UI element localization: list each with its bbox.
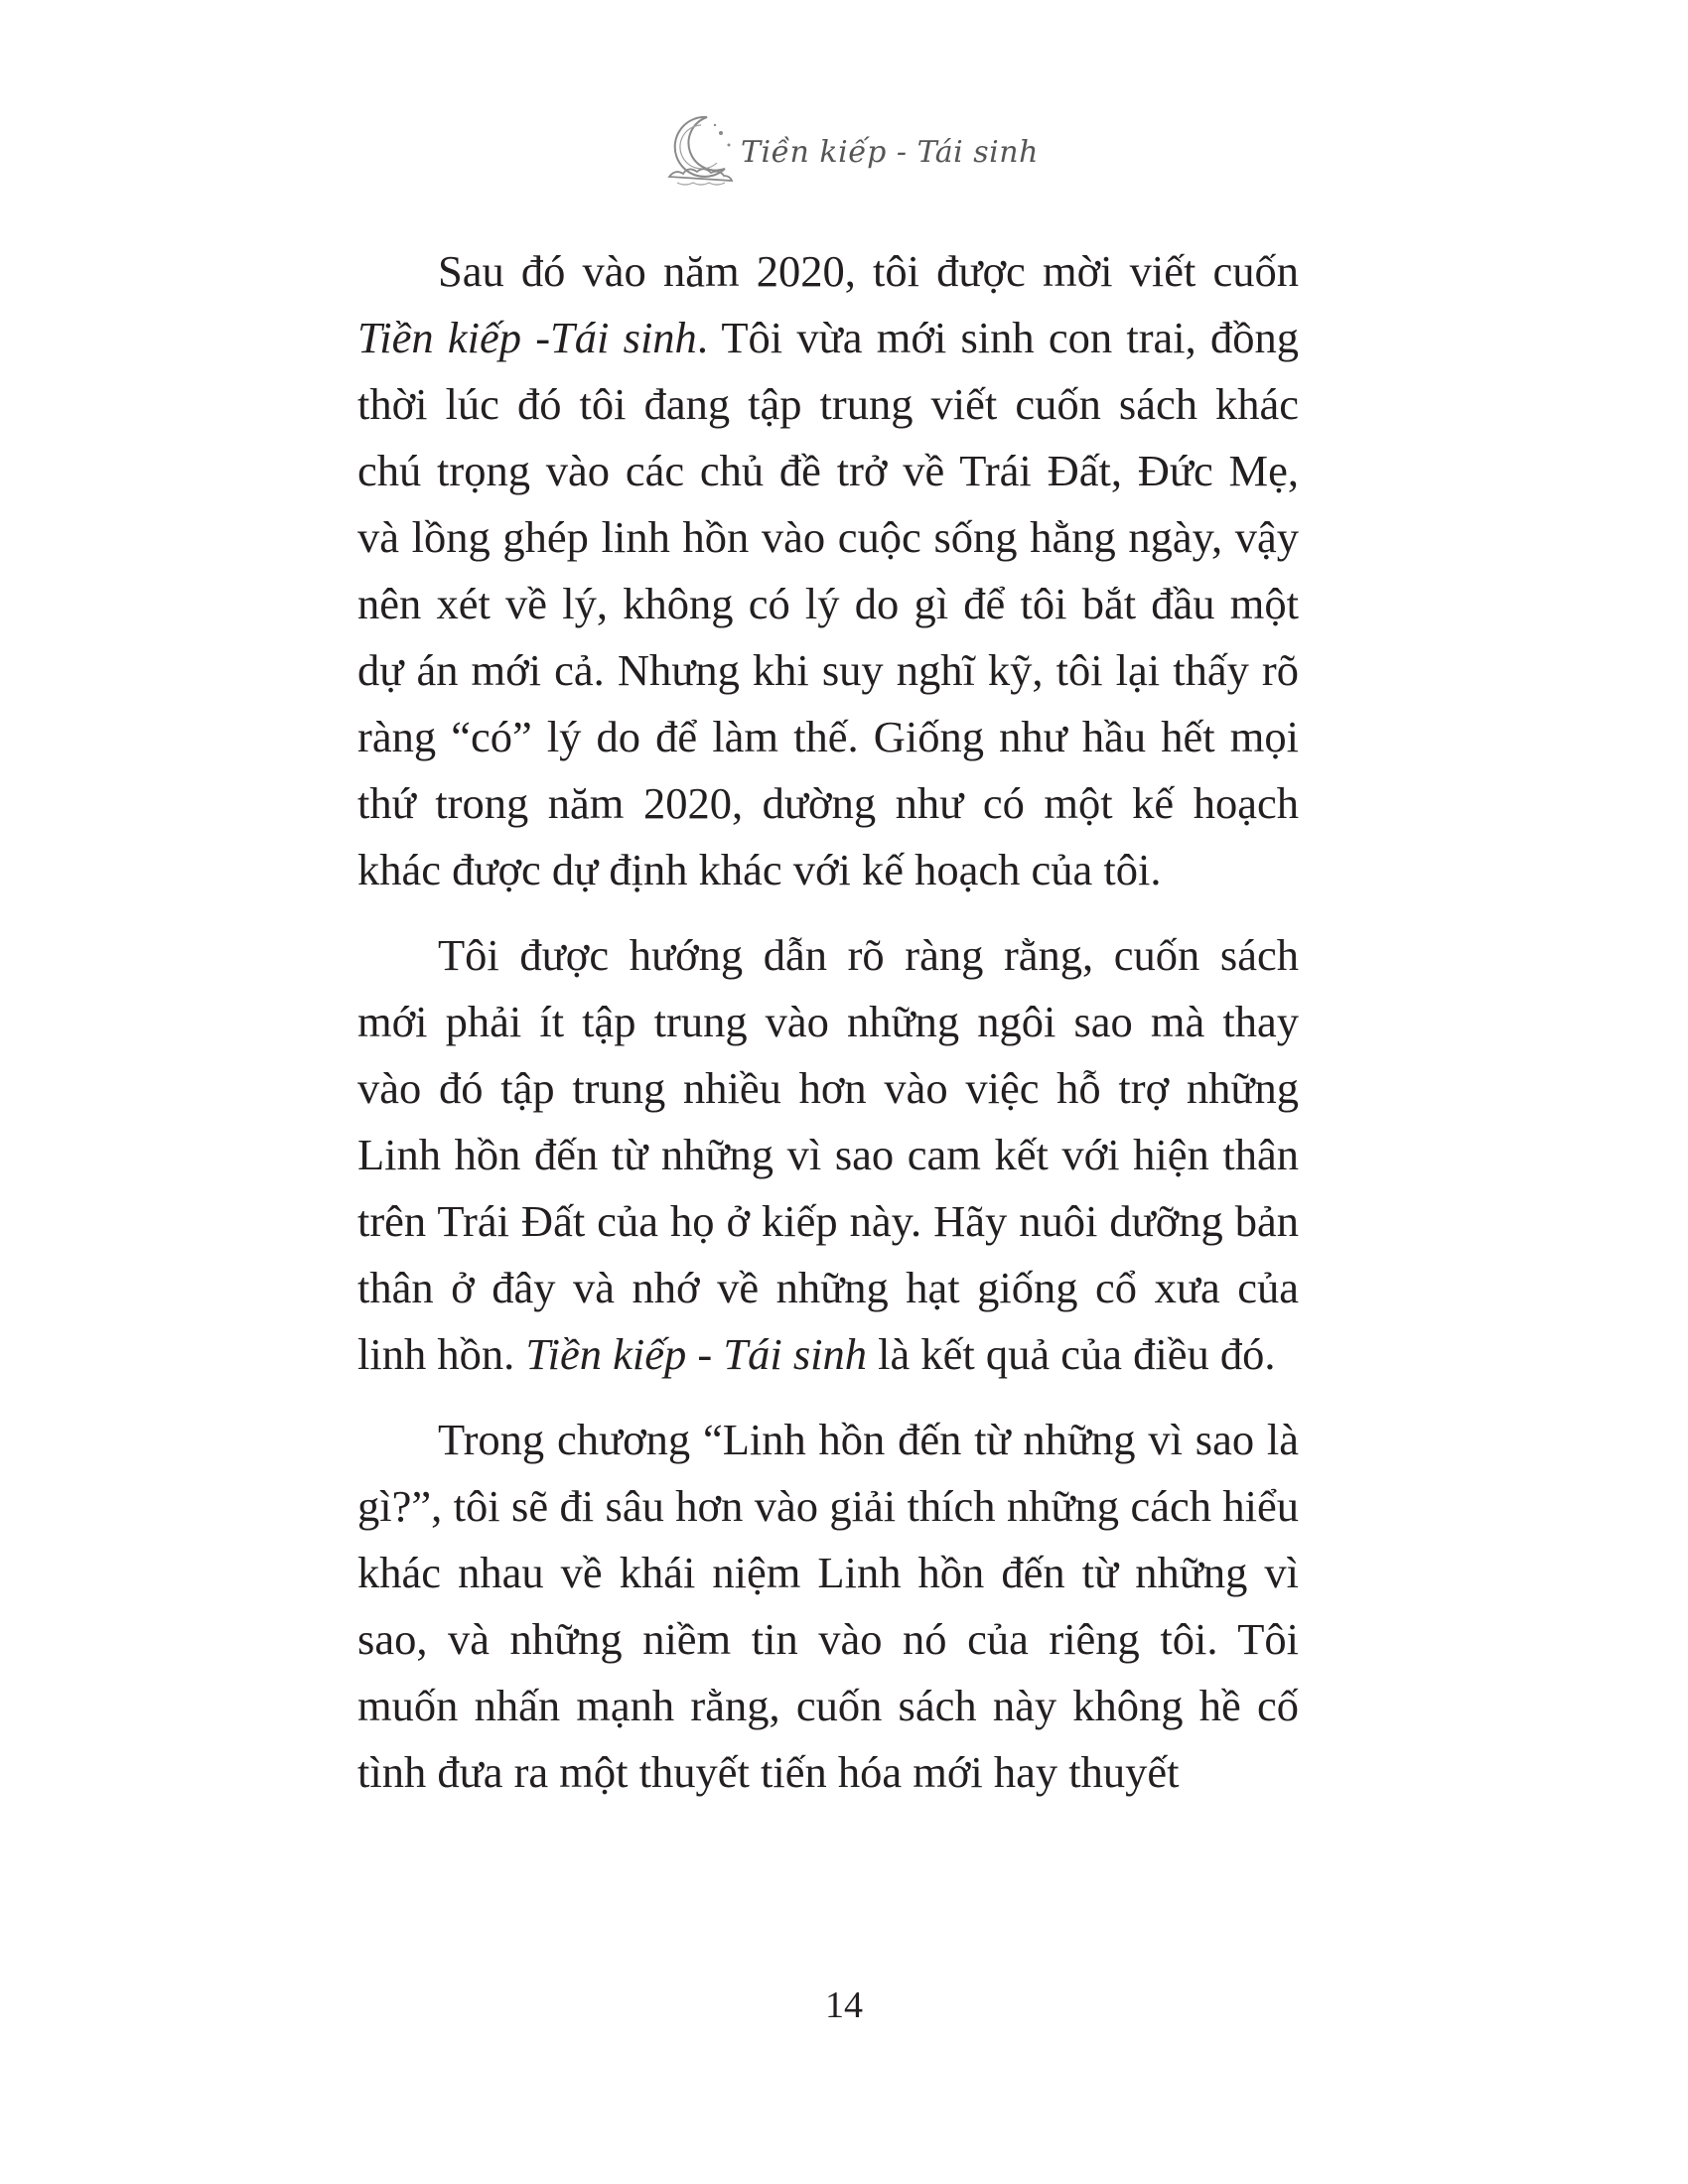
paragraph-1 (357, 238, 1299, 903)
moon-cloud-emblem-icon (663, 111, 747, 191)
paragraph-3 (357, 1407, 1299, 1806)
running-header (0, 111, 1688, 210)
paragraph-2-text-a: Tôi được hướng dẫn rõ ràng rằng, cuốn sách mới phải ít tập trung vào những ngôi sao mà thay vào đó tập trung nhiều hơn vào việc hỗ trợ những Linh hồn đến từ những vì sao cam kết với hiện thân trên Trái Đất của họ ở kiếp này. Hãy nuôi dưỡng bản thân ở đây và nhớ về những hạt giống cổ xưa của linh hồn. (357, 930, 1299, 1379)
paragraph-1-text-b: . Tôi vừa mới sinh con trai, đồng thời lúc đó tôi đang tập trung viết cuốn sách khác chú trọng vào các chủ đề trở về Trái Đất, Đức Mẹ, và lồng ghép linh hồn vào cuộc sống hằng ngày, vậy nên xét về lý, không có lý do gì để tôi bắt đầu một dự án mới cả. Nhưng khi suy nghĩ kỹ, tôi lại thấy rõ ràng “có” lý do để làm thế. Giống như hầu hết mọi thứ trong năm 2020, dường như có một kế hoạch khác được dự định khác với kế hoạch của tôi. (357, 313, 1299, 894)
paragraph-1-text-a: Sau đó vào năm 2020, tôi được mời viết cuốn (438, 246, 1299, 296)
page-number: 14 (825, 1984, 863, 2026)
paragraph-3-text: Trong chương “Linh hồn đến từ những vì sao là gì?”, tôi sẽ đi sâu hơn vào giải thích những cách hiểu khác nhau về khái niệm Linh hồn đến từ những vì sao, và những niềm tin vào nó của riêng tôi. Tôi muốn nhấn mạnh rằng, cuốn sách này không hề cố tình đưa ra một thuyết tiến hóa mới hay thuyết (357, 1415, 1299, 1797)
paragraph-2-text-b: là kết quả của điều đó. (867, 1329, 1276, 1379)
running-header-title: Tiền kiếp - Tái sinh (741, 135, 1039, 170)
paragraph-2 (357, 922, 1299, 1388)
body-text (357, 238, 1299, 1825)
paragraph-1-book-title: Tiền kiếp -Tái sinh (357, 313, 697, 362)
paragraph-2-book-title: Tiền kiếp - Tái sinh (525, 1329, 867, 1379)
